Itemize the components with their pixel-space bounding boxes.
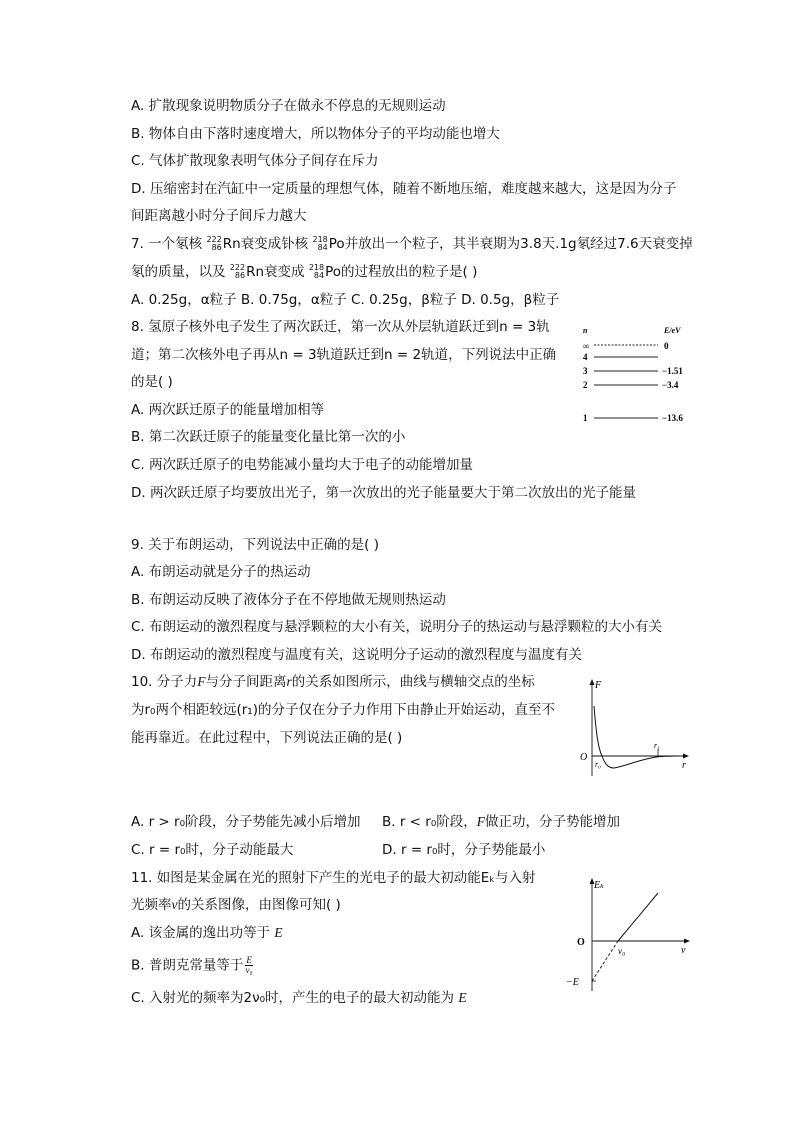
level-e-inf: 0 [664, 341, 669, 351]
q6-option-d-line1: D. 压缩密封在汽缸中一定质量的理想气体，随着不断地压缩，难度越来越大，这是因为分子 [131, 181, 677, 197]
q6-option-d-line2: 间距离越小时分子间斥力越大 [131, 208, 307, 224]
q9-option-c: C. 布朗运动的激烈程度与悬浮颗粒的大小有关，说明分子的热运动与悬浮颗粒的大小有关 [131, 619, 663, 635]
level-n-1: 1 [583, 413, 588, 423]
energy-level-diagram [578, 322, 698, 427]
q11-option-b: B. 普朗克常量等于 $\frac{E}{\text{ν₀}}$ [131, 955, 253, 975]
q11-option-c: C. 入射光的频率为2ν₀时，产生的电子的最大初动能为 E [131, 990, 467, 1006]
level-e-2: −3.4 [662, 380, 679, 390]
q10-stem-line2: 为r₀两个相距较远(r₁)的分子仅在分子力作用下由静止开始运动，直至不 [131, 702, 555, 718]
e-header: E/eV [664, 326, 681, 335]
q6-option-c: C. 气体扩散现象表明气体分子间存在斥力 [131, 153, 379, 169]
q10-stem-line1: 10. 分子力F与分子间距离r的关系如图所示，曲线与横轴交点的坐标 [131, 674, 535, 690]
extrapolated-line [592, 941, 618, 981]
q8-option-b: B. 第二次跃迁原子的能量变化量比第一次的小 [131, 429, 406, 445]
q9-option-a: A. 布朗运动就是分子的热运动 [131, 564, 311, 580]
origin-label: O [580, 752, 588, 763]
q8-stem-line2: 道；第二次核外电子再从n = 3轨道跃迁到n = 2轨道，下列说法中正确 [131, 347, 557, 363]
q8-stem-line1: 8. 氢原子核外电子发生了两次跃迁，第一次从外层轨道跃迁到n = 3轨 [131, 319, 550, 335]
force-curve [594, 706, 678, 768]
photoelectric-graph [560, 873, 695, 993]
origin-label: O [577, 937, 585, 948]
q10-option-d: D. r = r₀时，分子势能最小 [382, 842, 546, 858]
q10-option-c: C. r = r₀时，分子动能最大 [131, 842, 294, 858]
level-n-inf: ∞ [583, 341, 590, 351]
q10-stem-line3: 能再靠近。在此过程中，下列说法正确的是( ) [131, 730, 403, 746]
q6-option-a: A. 扩散现象说明物质分子在做永不停息的无规则运动 [131, 98, 446, 114]
level-e-3: −1.51 [662, 366, 683, 376]
ek-line [618, 893, 658, 941]
q8-option-d: D. 两次跃迁原子均要放出光子，第一次放出的光子能量要大于第二次放出的光子能量 [131, 485, 636, 501]
q11-option-a: A. 该金属的逸出功等于 E [131, 925, 283, 941]
x-axis-arrow [683, 754, 689, 759]
q11-stem-line2: 光频率ν的关系图像，由图像可知( ) [131, 897, 341, 913]
level-e-1: −13.6 [662, 413, 683, 423]
q8-option-a: A. 两次跃迁原子的能量增加相等 [131, 402, 325, 418]
x-axis-arrow [684, 939, 690, 944]
y-axis-arrow [590, 679, 595, 685]
q8-option-c: C. 两次跃迁原子的电势能减小量均大于电子的动能增加量 [131, 457, 474, 473]
q10-option-a: A. r > r₀阶段，分子势能先减小后增加 [131, 814, 361, 830]
q7-stem-line1: 7. 一个氡核 222 86 Rn衰变成钋核 218 84 Po并放出一个粒子，其半衰期为3.8天.1g氡经过7.6天衰变掉 [131, 235, 693, 252]
q9-option-d: D. 布朗运动的激烈程度与温度有关，这说明分子运动的激烈程度与温度有关 [131, 647, 582, 663]
q11-stem-line1: 11. 如图是某金属在光的照射下产生的光电子的最大初动能Eₖ与入射 [131, 870, 536, 886]
y-label: Eₖ [594, 880, 604, 891]
x-label: ν [681, 945, 686, 956]
n-header: n [583, 326, 588, 335]
level-n-2: 2 [583, 380, 588, 390]
level-n-3: 3 [583, 366, 588, 376]
q9-stem: 9. 关于布朗运动，下列说法中正确的是( ) [131, 537, 379, 553]
force-distance-graph [578, 676, 693, 781]
x-label: r [682, 760, 686, 771]
q7-options: A. 0.25g，α粒子 B. 0.75g，α粒子 C. 0.25g，β粒子 D. 0.5g，β粒子 [131, 292, 560, 308]
r1-label: r₁ [654, 741, 660, 750]
neg-e-label: −E [566, 977, 579, 988]
q8-stem-line3: 的是( ) [131, 374, 173, 390]
nu0-label: ν₀ [618, 946, 626, 956]
r0-label: r₀ [595, 760, 601, 769]
level-n-4: 4 [583, 352, 588, 362]
y-label: F [595, 680, 602, 691]
q7-stem-line2: 氡的质量，以及 222 86 Rn衰变成 218 84 Po的过程放出的粒子是( ) [131, 263, 478, 280]
q10-option-b: B. r < r₀阶段，F做正功，分子势能增加 [382, 814, 621, 830]
q9-option-b: B. 布朗运动反映了液体分子在不停地做无规则热运动 [131, 592, 446, 608]
q6-option-b: B. 物体自由下落时速度增大，所以物体分子的平均动能也增大 [131, 126, 500, 142]
